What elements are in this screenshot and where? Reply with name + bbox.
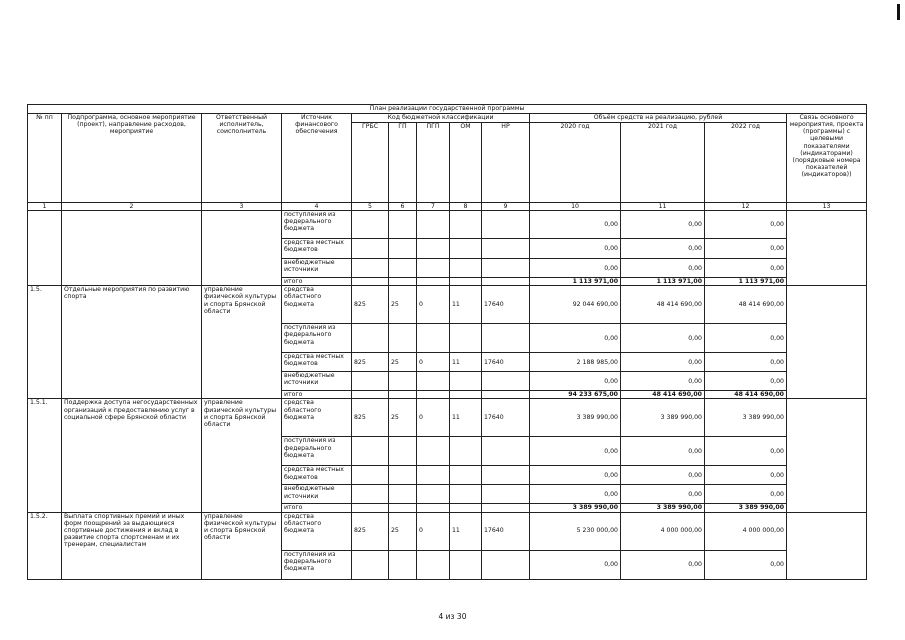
col-header-source: Источник финансового обеспечения (282, 114, 352, 203)
row-responsible: управление физической культуры и спорта Брянской области (202, 512, 282, 579)
code-pgp: 0 (417, 353, 450, 372)
col-header-gp: ГП (389, 123, 417, 203)
total-2020: 1 113 971,00 (530, 278, 621, 286)
row-title: Отдельные мероприятия по развитию спорта (62, 286, 202, 399)
table-row (28, 286, 867, 324)
plan-title: План реализации государственной программы (28, 105, 867, 114)
col-header-2022: 2022 год (705, 123, 787, 203)
source-label: средства областного бюджета (282, 512, 352, 550)
total-2021: 3 389 990,00 (621, 504, 705, 512)
amount-2022: 4 000 000,00 (705, 512, 787, 550)
amount-2020: 0,00 (530, 372, 621, 391)
column-index: 1 (28, 203, 62, 211)
table-row (28, 399, 867, 437)
row-num: 1.5. (28, 286, 62, 399)
source-label-total: итого (282, 278, 352, 286)
column-index: 6 (389, 203, 417, 211)
amount-2020: 0,00 (530, 211, 621, 239)
col-header-link: Связь основного мероприятия, проекта (программы) с целевыми показателями (индикаторами) (порядковые номера показателей (индикаторов)) (787, 114, 867, 203)
amount-2022: 0,00 (705, 466, 787, 485)
amount-2022: 0,00 (705, 353, 787, 372)
source-label-total: итого (282, 504, 352, 512)
source-label: средства местных бюджетов (282, 466, 352, 485)
row-responsible: управление физической культуры и спорта Брянской области (202, 399, 282, 512)
code-gp: 25 (389, 512, 417, 550)
table-row (28, 211, 867, 239)
amount-2020: 0,00 (530, 485, 621, 504)
amount-2021: 0,00 (621, 211, 705, 239)
link-cell (787, 211, 867, 286)
amount-2021: 0,00 (621, 324, 705, 353)
code-grbs: 825 (352, 353, 389, 372)
column-index: 4 (282, 203, 352, 211)
total-2020: 94 233 675,00 (530, 391, 621, 399)
amount-2020: 0,00 (530, 437, 621, 466)
amount-2021: 0,00 (621, 372, 705, 391)
total-2022: 3 389 990,00 (705, 504, 787, 512)
total-2020: 3 389 990,00 (530, 504, 621, 512)
amount-2022: 0,00 (705, 485, 787, 504)
scan-edge-mark (897, 4, 900, 20)
source-label: внебюджетные источники (282, 259, 352, 278)
amount-2022: 0,00 (705, 239, 787, 259)
col-header-om: ОМ (450, 123, 482, 203)
page-number: 4 из 30 (438, 612, 467, 621)
amount-2021: 48 414 690,00 (621, 286, 705, 324)
table-row (28, 512, 867, 550)
column-index: 13 (787, 203, 867, 211)
row-title: Выплата спортивных премий и иных форм поощрений за выдающиеся спортивные достижения и вклад в развитие спорта спортсменам и их тренерам, специалистам (62, 512, 202, 579)
column-index: 12 (705, 203, 787, 211)
code-nr: 17640 (482, 512, 530, 550)
column-index: 5 (352, 203, 389, 211)
column-index-row (28, 203, 867, 211)
source-label: поступления из федерального бюджета (282, 211, 352, 239)
amount-2022: 0,00 (705, 372, 787, 391)
amount-2020: 0,00 (530, 324, 621, 353)
source-label: средства областного бюджета (282, 399, 352, 437)
row-title: Поддержка доступа негосударственных организаций к предоставлению услуг в социальной сфере Брянской области (62, 399, 202, 512)
amount-2020: 0,00 (530, 550, 621, 579)
code-gp: 25 (389, 399, 417, 437)
amount-2021: 0,00 (621, 437, 705, 466)
row-num: 1.5.2. (28, 512, 62, 579)
amount-2020: 5 230 000,00 (530, 512, 621, 550)
source-label: поступления из федерального бюджета (282, 437, 352, 466)
amount-2021: 0,00 (621, 550, 705, 579)
source-label: поступления из федерального бюджета (282, 550, 352, 579)
budget-plan-table (27, 104, 866, 580)
code-grbs: 825 (352, 512, 389, 550)
total-2021: 1 113 971,00 (621, 278, 705, 286)
column-index: 11 (621, 203, 705, 211)
amount-2020: 3 389 990,00 (530, 399, 621, 437)
column-index: 8 (450, 203, 482, 211)
amount-2021: 0,00 (621, 239, 705, 259)
total-2022: 48 414 690,00 (705, 391, 787, 399)
column-index: 2 (62, 203, 202, 211)
col-group-budget-code: Код бюджетной классификации (352, 114, 530, 123)
row-num: 1.5.1. (28, 399, 62, 512)
source-label: внебюджетные источники (282, 485, 352, 504)
amount-2020: 0,00 (530, 259, 621, 278)
col-header-grbs: ГРБС (352, 123, 389, 203)
amount-2022: 0,00 (705, 211, 787, 239)
col-header-2020: 2020 год (530, 123, 621, 203)
amount-2021: 4 000 000,00 (621, 512, 705, 550)
code-om: 11 (450, 286, 482, 324)
column-index: 7 (417, 203, 450, 211)
amount-2022: 0,00 (705, 259, 787, 278)
link-cell (787, 399, 867, 512)
code-grbs: 825 (352, 399, 389, 437)
col-header-nr: НР (482, 123, 530, 203)
source-label: средства местных бюджетов (282, 353, 352, 372)
amount-2021: 0,00 (621, 353, 705, 372)
amount-2020: 92 044 690,00 (530, 286, 621, 324)
code-gp: 25 (389, 353, 417, 372)
amount-2022: 0,00 (705, 324, 787, 353)
amount-2021: 0,00 (621, 485, 705, 504)
col-group-funds: Объём средств на реализацию, рублей (530, 114, 787, 123)
row-responsible (202, 211, 282, 286)
code-om: 11 (450, 512, 482, 550)
source-label: внебюджетные источники (282, 372, 352, 391)
source-label-total: итого (282, 391, 352, 399)
row-num (28, 211, 62, 286)
code-nr: 17640 (482, 286, 530, 324)
amount-2022: 0,00 (705, 437, 787, 466)
code-pgp: 0 (417, 399, 450, 437)
column-index: 10 (530, 203, 621, 211)
column-index: 3 (202, 203, 282, 211)
link-cell (787, 286, 867, 399)
code-pgp: 0 (417, 286, 450, 324)
amount-2021: 3 389 990,00 (621, 399, 705, 437)
amount-2022: 0,00 (705, 550, 787, 579)
code-grbs: 825 (352, 286, 389, 324)
col-header-2021: 2021 год (621, 123, 705, 203)
row-responsible: управление физической культуры и спорта Брянской области (202, 286, 282, 399)
col-header-program: Подпрограмма, основное мероприятие (проект), направление расходов, мероприятие (62, 114, 202, 203)
total-2022: 1 113 971,00 (705, 278, 787, 286)
source-label: поступления из федерального бюджета (282, 324, 352, 353)
link-cell (787, 512, 867, 579)
code-pgp: 0 (417, 512, 450, 550)
col-header-num: № пп (28, 114, 62, 203)
code-nr: 17640 (482, 353, 530, 372)
code-nr: 17640 (482, 399, 530, 437)
amount-2020: 2 188 985,00 (530, 353, 621, 372)
amount-2022: 48 414 690,00 (705, 286, 787, 324)
code-om: 11 (450, 353, 482, 372)
amount-2020: 0,00 (530, 239, 621, 259)
amount-2020: 0,00 (530, 466, 621, 485)
col-header-pgp: ПГП (417, 123, 450, 203)
amount-2022: 3 389 990,00 (705, 399, 787, 437)
code-om: 11 (450, 399, 482, 437)
amount-2021: 0,00 (621, 259, 705, 278)
source-label: средства местных бюджетов (282, 239, 352, 259)
col-header-responsible: Ответственный исполнитель, соисполнитель (202, 114, 282, 203)
code-gp: 25 (389, 286, 417, 324)
total-2021: 48 414 690,00 (621, 391, 705, 399)
source-label: средства областного бюджета (282, 286, 352, 324)
row-title (62, 211, 202, 286)
amount-2021: 0,00 (621, 466, 705, 485)
column-index: 9 (482, 203, 530, 211)
